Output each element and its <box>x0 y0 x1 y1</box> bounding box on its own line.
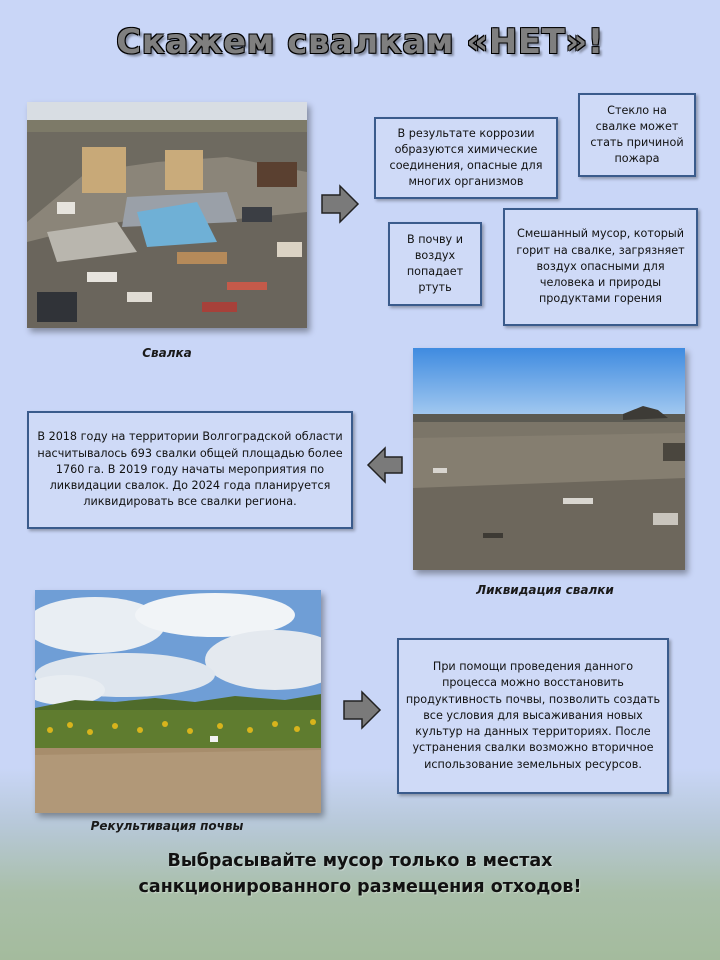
liquidation-info-box <box>27 411 353 529</box>
arrow-right-icon <box>342 690 382 730</box>
footer-slogan: Выбрасывайте мусор только в местах санкционированного размещения отходов! <box>138 851 582 898</box>
corrosion-info-text: В результате коррозии образуются химические соединения, опасные для многих организмов <box>389 126 543 189</box>
landfill-caption: Свалка <box>142 346 192 360</box>
liquidation-info-text: В 2018 году на территории Волгоградской области насчитывалось 693 свалки общей площадью более 1760 га. В 2019 году начаты мероприятия по ликвидации свалок. До 2024 года планируется ликвидировать все свалки региона. <box>37 430 343 509</box>
page-title: Скажем свалкам «НЕТ»! <box>116 22 604 62</box>
recultivation-info-box <box>397 638 669 794</box>
liquidation-caption: Ликвидация свалки <box>476 583 614 597</box>
burning-info-box <box>503 208 698 326</box>
mercury-info-text: В почву и воздух попадает ртуть <box>406 232 464 295</box>
glass-info-text: Стекло на свалке может стать причиной пожара <box>590 103 684 166</box>
recultivation-info-text: При помощи проведения данного процесса можно восстановить продуктивность почвы, позволить создать все условия для высаживания новых культур на данных территориях. После устранения свалки возможно вторичное использование земельных ресурсов. <box>405 660 661 771</box>
burning-info-text: Смешанный мусор, который горит на свалке, загрязняет воздух опасными для человека и природы продуктами горения <box>516 227 685 306</box>
recultivation-photo <box>35 590 321 813</box>
arrow-left-icon <box>366 446 404 484</box>
glass-info-box <box>578 93 696 177</box>
corrosion-info-box <box>374 117 558 199</box>
landfill-photo <box>27 102 307 328</box>
liquidation-photo <box>413 348 685 570</box>
recultivation-caption: Рекультивация почвы <box>90 819 244 833</box>
arrow-right-icon <box>320 184 360 224</box>
mercury-info-box <box>388 222 482 306</box>
